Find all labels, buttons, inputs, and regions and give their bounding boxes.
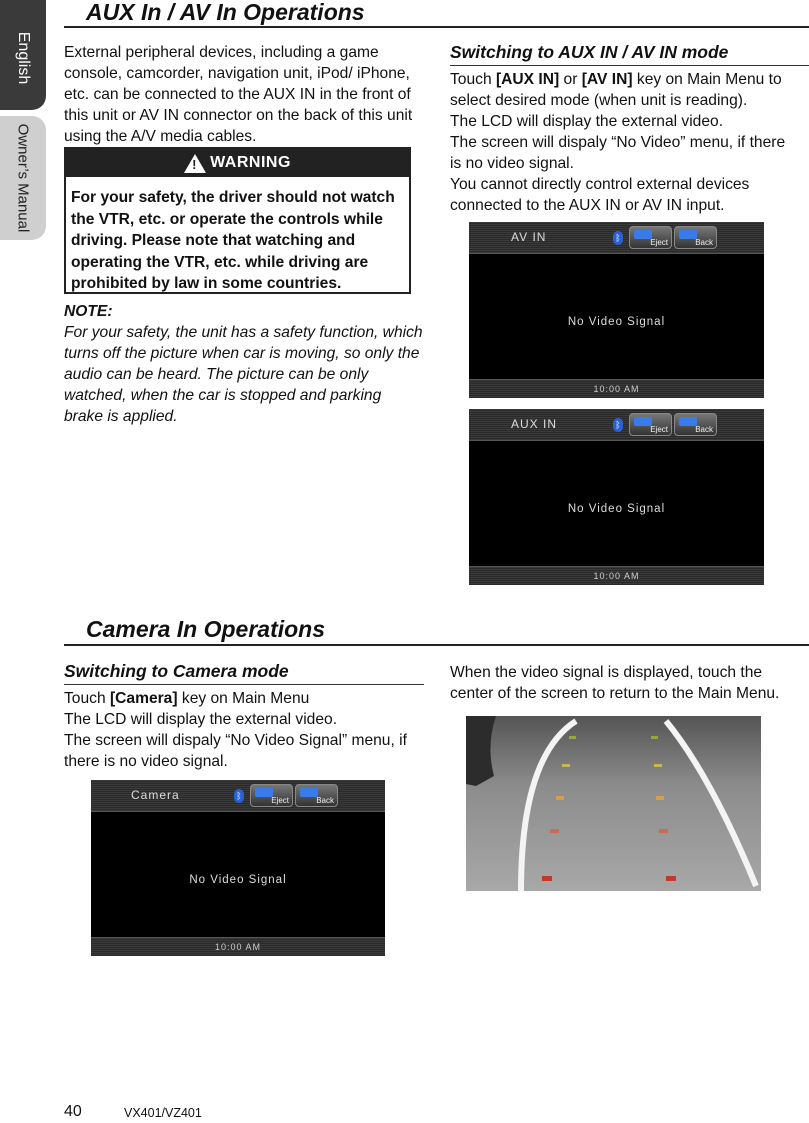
av-in-topbar (469, 222, 764, 254)
aux-intro: External peripheral devices, including a game console, camcorder, navigation unit, iPod/ iPhone, etc. can be connected to the AUX IN in the front of this unit or AV IN connector on the back of this unit using the A/V media cables. (64, 44, 413, 145)
eject-label: Eject (650, 238, 668, 247)
eject-label: Eject (271, 796, 289, 805)
model-number: VX401/VZ401 (124, 1106, 202, 1120)
switch-line3: The screen will dispaly “No Video” menu, if there is no video signal. (450, 134, 786, 172)
camera-return-text: When the video signal is displayed, touch the center of the screen to return to the Main Menu. (450, 664, 780, 702)
camera-topbar (91, 780, 385, 812)
camera-switch-title: Switching to Camera mode (64, 661, 289, 681)
camera-title-rule (64, 644, 809, 646)
guide-mark (569, 736, 576, 739)
camera-title: Camera (131, 788, 180, 802)
language-tab (0, 0, 46, 110)
aux-title-rule (64, 26, 809, 28)
warning-box (64, 147, 411, 294)
aux-in-key: [AUX IN] (495, 71, 560, 88)
eject-button[interactable] (629, 226, 672, 249)
camera-line2: The LCD will display the external video. (64, 711, 338, 728)
bluetooth-icon: ᛒ (613, 231, 623, 245)
no-video-message: No Video Signal (567, 503, 666, 515)
language-tab-label: English (15, 31, 32, 85)
rear-camera-view[interactable] (466, 716, 761, 891)
aux-in-title: AUX IN (511, 417, 558, 431)
clock: 10:00 AM (469, 566, 764, 585)
warning-label: WARNING (210, 154, 291, 171)
camera-section-title: Camera In Operations (86, 616, 326, 642)
guide-mark (654, 764, 662, 767)
guide-mark (659, 829, 668, 833)
touch-prefix: Touch (450, 71, 496, 88)
back-label: Back (695, 238, 713, 247)
aux-in-topbar (469, 409, 764, 441)
back-button[interactable] (295, 784, 338, 807)
back-button[interactable] (674, 413, 717, 436)
aux-in-screen (469, 409, 764, 585)
av-in-screen (469, 222, 764, 398)
camera-switch-rule (64, 684, 424, 685)
switch-line4: You cannot directly control external devices connected to the AUX IN or AV IN input. (450, 176, 750, 214)
parking-guide-lines (466, 716, 761, 891)
back-label: Back (316, 796, 334, 805)
note-label: NOTE: (64, 303, 113, 320)
eject-button[interactable] (250, 784, 293, 807)
warning-icon (184, 154, 206, 173)
page-number: 40 (64, 1103, 82, 1120)
guide-mark (656, 796, 664, 800)
av-in-key: [AV IN] (581, 71, 633, 88)
eject-button[interactable] (629, 413, 672, 436)
guide-mark (556, 796, 564, 800)
note-text: For your safety, the unit has a safety function, which turns off the picture when car is moving, so only the audio can be heard. The picture can be only watched, when the car is stopped and parking brake is applied. (64, 324, 423, 425)
camera-line3: The screen will dispaly “No Video Signal” menu, if there is no video signal. (64, 732, 407, 770)
guide-mark (651, 736, 658, 739)
warning-header (66, 149, 409, 177)
bluetooth-icon: ᛒ (613, 418, 623, 432)
guide-mark (550, 829, 559, 833)
guide-mark (666, 876, 676, 881)
clock: 10:00 AM (469, 379, 764, 398)
aux-switch-title: Switching to AUX IN / AV IN mode (450, 42, 729, 62)
guide-mark (562, 764, 570, 767)
camera-key: [Camera] (109, 690, 178, 707)
camera-screen (91, 780, 385, 956)
camera-switch-instructions (64, 688, 429, 772)
bluetooth-icon: ᛒ (234, 789, 244, 803)
av-in-title: AV IN (511, 230, 547, 244)
switch-line2: The LCD will display the external video. (450, 113, 724, 130)
aux-switch-instructions (450, 69, 800, 216)
or-text: or (559, 71, 582, 88)
guide-mark (542, 876, 552, 881)
manual-tab-label: Owner’s Manual (14, 123, 32, 233)
camera-touch-suffix: key on Main Menu (177, 690, 310, 707)
no-video-message: No Video Signal (189, 874, 287, 886)
manual-tab (0, 116, 46, 240)
eject-label: Eject (650, 425, 668, 434)
no-video-message: No Video Signal (567, 316, 666, 328)
touch-suffix: key on Main Menu to select desired mode (when unit is reading). (450, 71, 782, 109)
camera-touch-prefix: Touch (64, 690, 110, 707)
back-button[interactable] (674, 226, 717, 249)
warning-text: For your safety, the driver should not watch the VTR, etc. or operate the controls while driving. Please note that watching and operating the VTR, etc. while driving are prohibited by law in some countries. (71, 189, 395, 292)
aux-section-title: AUX In / AV In Operations (86, 0, 365, 25)
clock: 10:00 AM (91, 937, 385, 956)
back-label: Back (695, 425, 713, 434)
aux-switch-rule (450, 65, 809, 66)
